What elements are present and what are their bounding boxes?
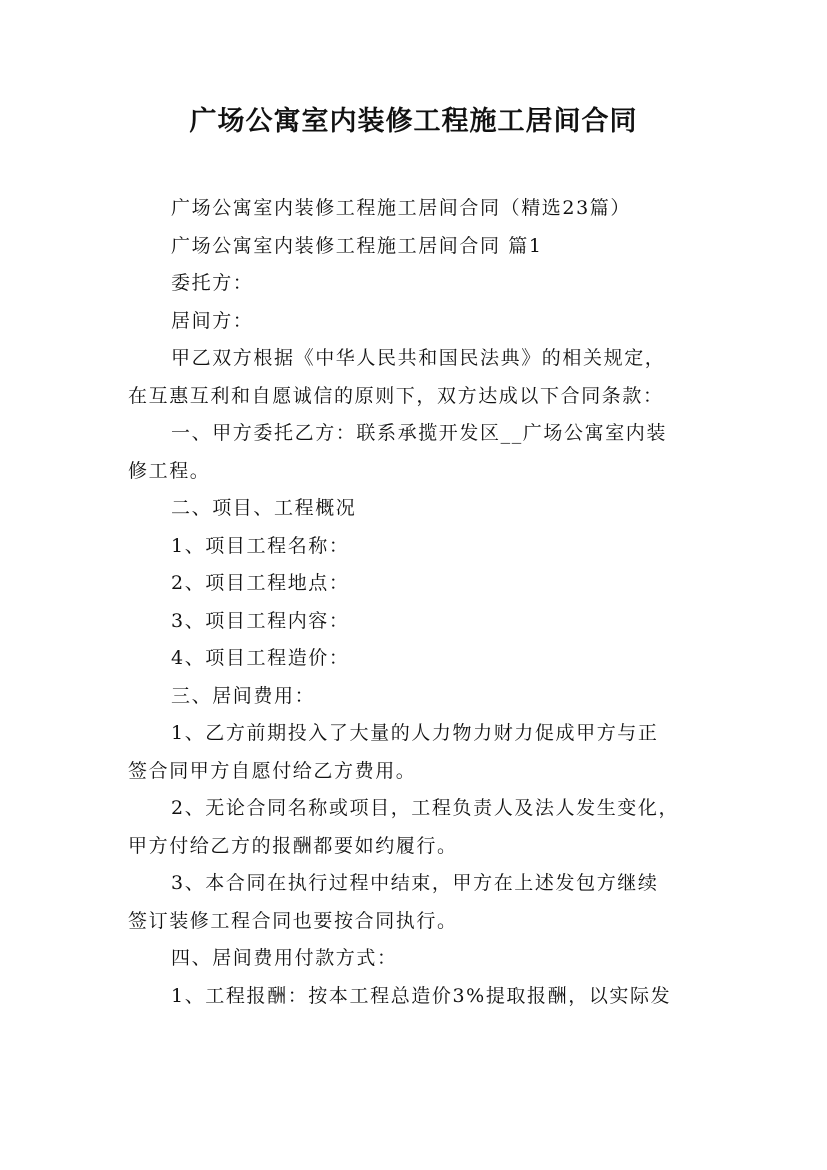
document-line: 2、无论合同名称或项目，工程负责人及法人发生变化， xyxy=(171,797,680,819)
document-line: 委托方： xyxy=(171,272,254,294)
document-line: 居间方： xyxy=(171,309,254,332)
document-line: 三、居间费用： xyxy=(171,684,316,707)
document-line: 4、项目工程造价： xyxy=(171,647,350,669)
document-line: 1、项目工程名称： xyxy=(171,534,350,557)
document-line: 一、甲方委托乙方：联系承揽开发区__广场公寓室内装 xyxy=(171,422,668,444)
document-line: 1、工程报酬：按本工程总造价3%提取报酬，以实际发 xyxy=(171,984,672,1007)
document-line: 修工程。 xyxy=(128,459,211,482)
document-line: 3、项目工程内容： xyxy=(171,609,350,632)
document-body xyxy=(128,190,718,1015)
document-line: 3、本合同在执行过程中结束，甲方在上述发包方继续 xyxy=(171,872,659,894)
document-line: 四、居间费用付款方式： xyxy=(171,947,398,969)
document-line: 签订装修工程合同也要按合同执行。 xyxy=(128,909,458,932)
document-line: 在互惠互利和自愿诚信的原则下，双方达成以下合同条款： xyxy=(128,384,664,407)
document-line: 二、项目、工程概况 xyxy=(171,497,357,519)
document-line: 2、项目工程地点： xyxy=(171,572,350,594)
document-line: 甲乙双方根据《中华人民共和国民法典》的相关规定， xyxy=(171,347,666,369)
document-line: 广场公寓室内装修工程施工居间合同（精选23篇） xyxy=(171,197,631,219)
document-line: 1、乙方前期投入了大量的人力物力财力促成甲方与正 xyxy=(171,722,659,744)
document-line: 广场公寓室内装修工程施工居间合同 篇1 xyxy=(171,234,543,257)
document-title: 广场公寓室内装修工程施工居间合同 xyxy=(189,106,638,137)
document-line: 签合同甲方自愿付给乙方费用。 xyxy=(128,759,417,782)
document-line: 甲方付给乙方的报酬都要如约履行。 xyxy=(128,834,458,857)
